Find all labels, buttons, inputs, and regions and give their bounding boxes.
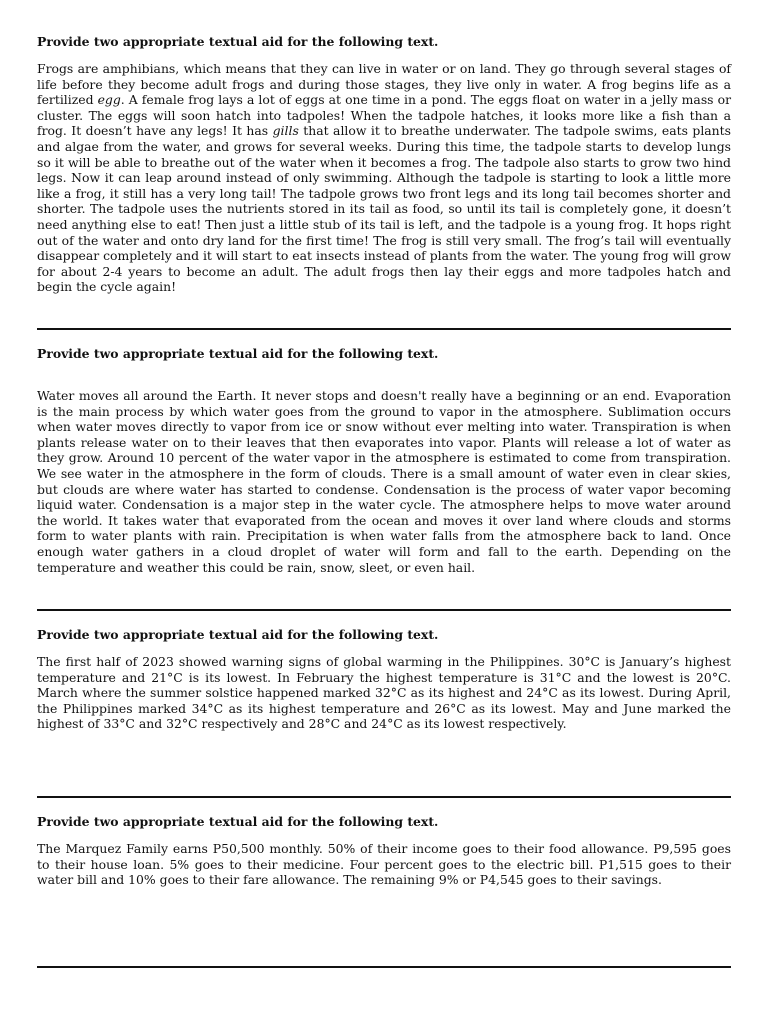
section-divider bbox=[37, 966, 731, 968]
section-prompt: Provide two appropriate textual aid for the following text. bbox=[37, 346, 439, 361]
text-part: Frogs are amphibians, which means that they can live in water or on land. They go through several stages of life before they become adult frogs and during those stages, they live only in water. A frog begins life as a fertilized bbox=[37, 61, 731, 108]
text-part: . A female frog lays a lot of eggs at one time in a pond. The eggs float on water in a jelly mass or cluster. The eggs will soon hatch into tadpoles! When the tadpole hatches, it looks more like a fish than a frog. It doesn’t have any legs! It has bbox=[37, 92, 731, 139]
section-prompt: Provide two appropriate textual aid for the following text. bbox=[37, 34, 439, 49]
text-part: that allow it to breathe underwater. The tadpole swims, eats plants and algae from the water, and grows for several weeks. During this time, the tadpole starts to develop lungs so it will be able to breathe out of the water when it becomes a frog. The tadpole also starts to grow two hind legs. Now it can leap around instead of only swimming. Although the tadpole is starting to look a little more like a frog, it still has a very long tail! The tadpole grows two front legs and its long tail becomes shorter and shorter. The tadpole uses the nutrients stored in its tail as food, so until its tail is completely gone, it doesn’t need anything else to eat! Then just a little stub of its tail is left, and the tadpole is a young frog. It hops right out of the water and onto dry land for the first time! The frog is still very small. The frog’s tail will eventually disappear completely and it will start to eat insects instead of plants from the water. The young frog will grow for about 2-4 years to become an adult. The adult frogs then lay their eggs and more tadpoles hatch and begin the cycle again! bbox=[37, 123, 731, 295]
section-prompt: Provide two appropriate textual aid for the following text. bbox=[37, 814, 439, 829]
section-divider bbox=[37, 609, 731, 611]
section-body-text bbox=[37, 61, 731, 295]
section-frog-life-cycle bbox=[37, 34, 731, 295]
section-family-budget bbox=[37, 814, 731, 888]
section-body-text: The Marquez Family earns P50,500 monthly. 50% of their income goes to their food allowance. P9,595 goes to their house loan. 5% goes to their medicine. Four percent goes to the electric bill. P1,515 goes to their water bill and 10% goes to their fare allowance. The remaining 9% or P4,545 goes to their savings. bbox=[37, 841, 731, 888]
section-temperature bbox=[37, 627, 731, 732]
section-divider bbox=[37, 796, 731, 798]
section-prompt: Provide two appropriate textual aid for the following text. bbox=[37, 627, 439, 642]
section-body-text: Water moves all around the Earth. It never stops and doesn't really have a beginning or an end. Evaporation is the main process by which water goes from the ground to vapor in the atmosphere. Sublimation occurs when water moves directly to vapor from ice or snow without ever melting into water. Transpiration is when plants release water on to their leaves that then evaporates into vapor. Plants will release a lot of water as they grow. Around 10 percent of the water vapor in the atmosphere is estimated to come from transpiration. We see water in the atmosphere in the form of clouds. There is a small amount of water even in clear skies, but clouds are where water has started to condense. Condensation is the process of water vapor becoming liquid water. Condensation is a major step in the water cycle. The atmosphere helps to move water around the world. It takes water that evaporated from the ocean and moves it over land where clouds and storms form to water plants with rain. Precipitation is when water falls from the atmosphere back to land. Once enough water gathers in a cloud droplet of water will form and fall to the earth. Depending on the temperature and weather this could be rain, snow, sleet, or even hail. bbox=[37, 388, 731, 575]
section-divider bbox=[37, 328, 731, 330]
italic-term-egg: egg bbox=[97, 92, 121, 108]
section-water-cycle bbox=[37, 346, 731, 575]
italic-term-gills: gills bbox=[272, 123, 299, 139]
section-body-text: The first half of 2023 showed warning signs of global warming in the Philippines. 30°C is January’s highest temperature and 21°C is its lowest. In February the highest temperature is 31°C and the lowest is 20°C. March where the summer solstice happened marked 32°C as its highest and 24°C as its lowest. During April, the Philippines marked 34°C as its highest temperature and 26°C as its lowest. May and June marked the highest of 33°C and 32°C respectively and 28°C and 24°C as its lowest respectively. bbox=[37, 654, 731, 732]
